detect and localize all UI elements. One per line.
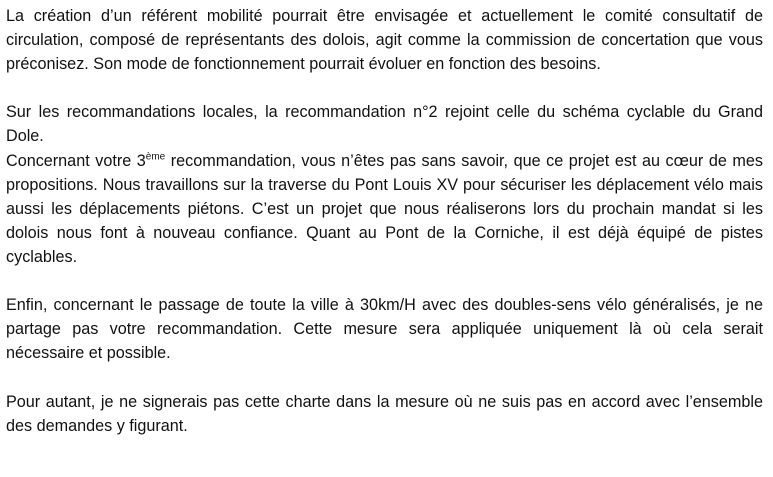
letter-body: [6, 4, 763, 438]
paragraph-30kmh: Enfin, concernant le passage de toute la ville à 30km/H avec des doubles-sens vélo généralisés, je ne partage pas votre recommandation. Cette mesure sera appliquée uniquement là où cela serait nécessaire et possible.: [6, 296, 763, 363]
paragraph-3-rest: recommandation, vous n’êtes pas sans savoir, que ce projet est au cœur de mes propositions. Nous travaillons sur la traverse du Pont Louis XV pour sécuriser les déplacement vélo mais aussi les déplacements piétons. C’est un projet que nous réaliserons lors du prochain mandat si les dolois nous font à nouveau confiance. Quant au Pont de la Corniche, il est déjà équipé de pistes cyclables.: [6, 151, 763, 266]
paragraph-recommandations-locales: Sur les recommandations locales, la recommandation n°2 rejoint celle du schéma cyclable du Grand Dole.: [6, 103, 763, 146]
paragraph-referent-mobilite: La création d’un référent mobilité pourrait être envisagée et actuellement le comité consultatif de circulation, composé de représentants des dolois, agit comme la commission de concertation que vous préconisez. Son mode de fonctionnement pourrait évoluer en fonction des besoins.: [6, 7, 763, 74]
ordinal-superscript: ème: [145, 151, 166, 163]
paragraph-troisieme-recommandation: [6, 149, 763, 269]
paragraph-spacer: [6, 269, 763, 293]
paragraph-spacer: [6, 76, 763, 100]
paragraph-spacer: [6, 365, 763, 389]
paragraph-charte: Pour autant, je ne signerais pas cette charte dans la mesure où ne suis pas en accord avec l’ensemble des demandes y figurant.: [6, 392, 763, 435]
paragraph-3-lead: Concernant votre 3: [6, 151, 146, 170]
